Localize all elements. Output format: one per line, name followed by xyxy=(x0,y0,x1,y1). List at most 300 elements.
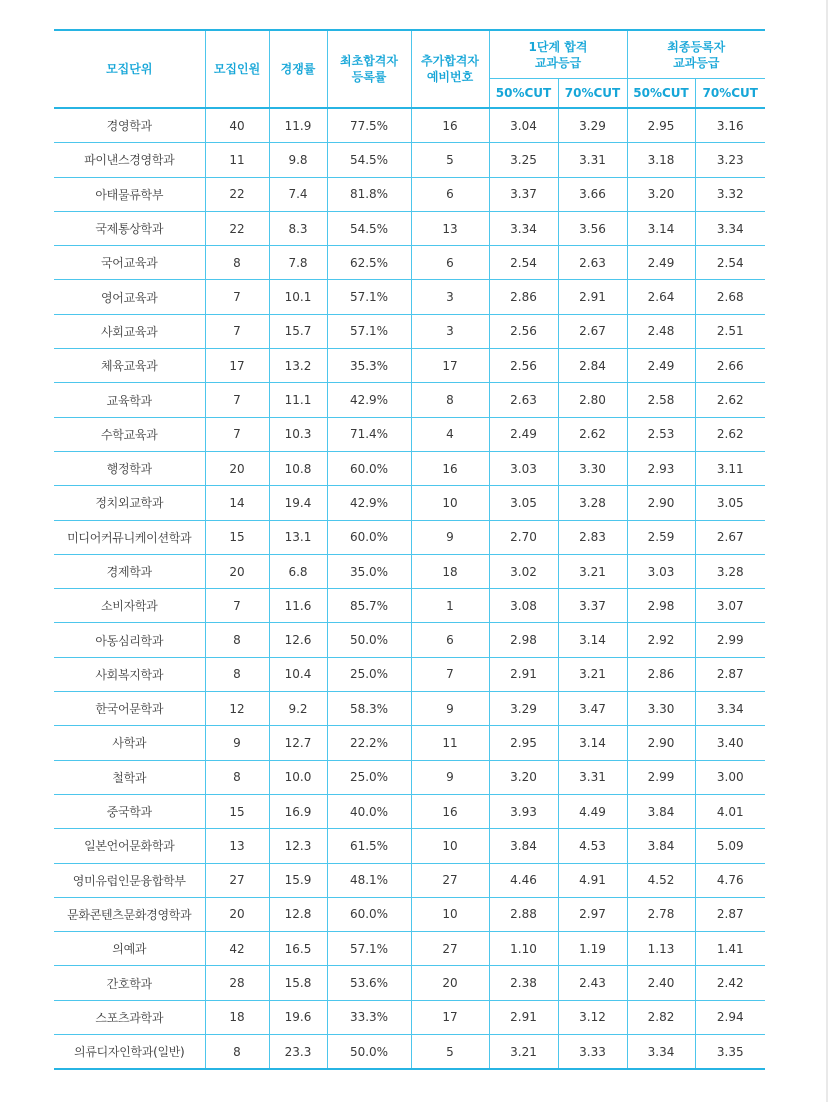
cell-final-cut50: 3.03 xyxy=(627,554,695,588)
cell-stage1-cut70: 3.33 xyxy=(558,1035,627,1070)
cell-initial-registration-rate: 57.1% xyxy=(327,280,411,314)
cell-stage1-cut70: 3.14 xyxy=(558,623,627,657)
cell-final-cut70: 4.01 xyxy=(695,794,765,828)
table-row xyxy=(54,417,765,451)
cell-waitlist-number: 7 xyxy=(411,657,489,691)
table-row xyxy=(54,554,765,588)
cell-final-cut50: 2.49 xyxy=(627,349,695,383)
cell-quota: 7 xyxy=(205,383,269,417)
cell-stage1-cut70: 2.67 xyxy=(558,314,627,348)
cell-initial-registration-rate: 62.5% xyxy=(327,246,411,280)
cell-stage1-cut70: 4.91 xyxy=(558,863,627,897)
cell-waitlist-number: 3 xyxy=(411,314,489,348)
cell-final-cut50: 2.86 xyxy=(627,657,695,691)
cell-stage1-cut70: 3.29 xyxy=(558,108,627,143)
cell-final-cut70: 2.42 xyxy=(695,966,765,1000)
table-row xyxy=(54,623,765,657)
cell-competition: 6.8 xyxy=(269,554,327,588)
cell-quota: 20 xyxy=(205,554,269,588)
cell-initial-registration-rate: 25.0% xyxy=(327,657,411,691)
cell-competition: 19.4 xyxy=(269,486,327,520)
cell-stage1-cut50: 2.91 xyxy=(489,657,558,691)
cell-final-cut50: 3.84 xyxy=(627,794,695,828)
table-row xyxy=(54,451,765,485)
table-row xyxy=(54,211,765,245)
table-row xyxy=(54,794,765,828)
cell-quota: 8 xyxy=(205,1035,269,1070)
header-final-line1: 최종등록자 xyxy=(667,39,726,54)
cell-stage1-cut70: 2.97 xyxy=(558,897,627,931)
cell-unit: 사회교육과 xyxy=(54,314,205,348)
cell-quota: 12 xyxy=(205,692,269,726)
header-final-line2: 교과등급 xyxy=(673,55,720,70)
cell-unit: 간호학과 xyxy=(54,966,205,1000)
cell-stage1-cut70: 4.49 xyxy=(558,794,627,828)
cell-initial-registration-rate: 85.7% xyxy=(327,589,411,623)
cell-competition: 11.9 xyxy=(269,108,327,143)
cell-unit: 아동심리학과 xyxy=(54,623,205,657)
cell-unit: 문화콘텐츠문화경영학과 xyxy=(54,897,205,931)
cell-final-cut70: 3.34 xyxy=(695,692,765,726)
cell-stage1-cut50: 3.29 xyxy=(489,692,558,726)
cell-final-cut70: 3.00 xyxy=(695,760,765,794)
cell-final-cut50: 2.92 xyxy=(627,623,695,657)
cell-final-cut70: 3.35 xyxy=(695,1035,765,1070)
table-row xyxy=(54,177,765,211)
cell-final-cut50: 2.48 xyxy=(627,314,695,348)
cell-waitlist-number: 11 xyxy=(411,726,489,760)
cell-initial-registration-rate: 60.0% xyxy=(327,520,411,554)
cell-competition: 12.3 xyxy=(269,829,327,863)
cell-stage1-cut50: 2.38 xyxy=(489,966,558,1000)
cell-unit: 철학과 xyxy=(54,760,205,794)
cell-competition: 7.4 xyxy=(269,177,327,211)
cell-initial-registration-rate: 57.1% xyxy=(327,314,411,348)
cell-final-cut70: 4.76 xyxy=(695,863,765,897)
cell-unit: 사학과 xyxy=(54,726,205,760)
table-row xyxy=(54,1000,765,1034)
cell-unit: 국어교육과 xyxy=(54,246,205,280)
cell-stage1-cut70: 1.19 xyxy=(558,932,627,966)
cell-final-cut70: 2.87 xyxy=(695,897,765,931)
cell-unit: 영어교육과 xyxy=(54,280,205,314)
cell-waitlist-number: 16 xyxy=(411,451,489,485)
cell-quota: 8 xyxy=(205,246,269,280)
cell-final-cut50: 3.14 xyxy=(627,211,695,245)
cell-competition: 11.6 xyxy=(269,589,327,623)
cell-final-cut50: 2.49 xyxy=(627,246,695,280)
cell-waitlist-number: 20 xyxy=(411,966,489,1000)
cell-initial-registration-rate: 54.5% xyxy=(327,143,411,177)
header-waitlist xyxy=(411,30,489,108)
cell-final-cut50: 3.20 xyxy=(627,177,695,211)
table-row xyxy=(54,486,765,520)
header-initial-registration xyxy=(327,30,411,108)
cell-competition: 10.0 xyxy=(269,760,327,794)
cell-unit: 교육학과 xyxy=(54,383,205,417)
cell-final-cut70: 2.62 xyxy=(695,383,765,417)
cell-waitlist-number: 9 xyxy=(411,692,489,726)
header-stage1-line2: 교과등급 xyxy=(534,55,582,70)
table-row xyxy=(54,520,765,554)
cell-quota: 15 xyxy=(205,794,269,828)
cell-waitlist-number: 3 xyxy=(411,280,489,314)
cell-unit: 의류디자인학과(일반) xyxy=(54,1035,205,1070)
cell-competition: 19.6 xyxy=(269,1000,327,1034)
cell-quota: 9 xyxy=(205,726,269,760)
cell-final-cut50: 3.18 xyxy=(627,143,695,177)
cell-stage1-cut70: 3.12 xyxy=(558,1000,627,1034)
table-row xyxy=(54,143,765,177)
cell-quota: 8 xyxy=(205,760,269,794)
cell-initial-registration-rate: 77.5% xyxy=(327,108,411,143)
cell-initial-registration-rate: 40.0% xyxy=(327,794,411,828)
cell-stage1-cut50: 3.03 xyxy=(489,451,558,485)
table-body xyxy=(54,108,765,1069)
cell-unit: 행정학과 xyxy=(54,451,205,485)
cell-waitlist-number: 17 xyxy=(411,1000,489,1034)
cell-stage1-cut70: 3.21 xyxy=(558,657,627,691)
cell-stage1-cut50: 3.34 xyxy=(489,211,558,245)
cell-waitlist-number: 8 xyxy=(411,383,489,417)
cell-stage1-cut50: 2.63 xyxy=(489,383,558,417)
cell-waitlist-number: 16 xyxy=(411,108,489,143)
cell-final-cut50: 2.98 xyxy=(627,589,695,623)
table-row xyxy=(54,589,765,623)
cell-stage1-cut50: 4.46 xyxy=(489,863,558,897)
cell-initial-registration-rate: 22.2% xyxy=(327,726,411,760)
cell-final-cut70: 3.23 xyxy=(695,143,765,177)
cell-stage1-cut70: 3.31 xyxy=(558,143,627,177)
cell-final-cut70: 2.62 xyxy=(695,417,765,451)
table-row xyxy=(54,108,765,143)
table-row xyxy=(54,246,765,280)
cell-final-cut50: 3.34 xyxy=(627,1035,695,1070)
cell-final-cut50: 2.78 xyxy=(627,897,695,931)
table-row xyxy=(54,897,765,931)
cell-unit: 한국어문학과 xyxy=(54,692,205,726)
cell-unit: 파이낸스경영학과 xyxy=(54,143,205,177)
cell-initial-registration-rate: 58.3% xyxy=(327,692,411,726)
cell-final-cut50: 3.84 xyxy=(627,829,695,863)
cell-stage1-cut50: 2.98 xyxy=(489,623,558,657)
header-waitlist-line1: 추가합격자 xyxy=(421,54,479,68)
header-initial-registration-line1: 최초합격자 xyxy=(340,54,398,68)
cell-stage1-cut50: 3.84 xyxy=(489,829,558,863)
cell-stage1-cut70: 3.14 xyxy=(558,726,627,760)
cell-stage1-cut50: 3.05 xyxy=(489,486,558,520)
cell-unit: 수학교육과 xyxy=(54,417,205,451)
cell-final-cut50: 1.13 xyxy=(627,932,695,966)
cell-stage1-cut70: 2.43 xyxy=(558,966,627,1000)
cell-quota: 18 xyxy=(205,1000,269,1034)
cell-unit: 아태물류학부 xyxy=(54,177,205,211)
cell-final-cut70: 3.16 xyxy=(695,108,765,143)
cell-stage1-cut50: 2.56 xyxy=(489,349,558,383)
cell-final-cut70: 2.87 xyxy=(695,657,765,691)
cell-stage1-cut50: 3.25 xyxy=(489,143,558,177)
cell-unit: 경영학과 xyxy=(54,108,205,143)
cell-competition: 7.8 xyxy=(269,246,327,280)
cell-quota: 40 xyxy=(205,108,269,143)
cell-initial-registration-rate: 25.0% xyxy=(327,760,411,794)
cell-stage1-cut70: 2.84 xyxy=(558,349,627,383)
table-row xyxy=(54,280,765,314)
cell-final-cut70: 3.05 xyxy=(695,486,765,520)
cell-stage1-cut70: 3.37 xyxy=(558,589,627,623)
table-row xyxy=(54,657,765,691)
cell-waitlist-number: 27 xyxy=(411,863,489,897)
cell-unit: 중국학과 xyxy=(54,794,205,828)
cell-stage1-cut50: 2.95 xyxy=(489,726,558,760)
header-stage1-cut70: 70%CUT xyxy=(558,79,627,109)
cell-final-cut70: 2.67 xyxy=(695,520,765,554)
cell-competition: 15.9 xyxy=(269,863,327,897)
cell-quota: 17 xyxy=(205,349,269,383)
cell-final-cut70: 2.51 xyxy=(695,314,765,348)
cell-waitlist-number: 5 xyxy=(411,1035,489,1070)
table-row xyxy=(54,349,765,383)
cell-stage1-cut70: 2.91 xyxy=(558,280,627,314)
table-row xyxy=(54,760,765,794)
cell-final-cut70: 3.07 xyxy=(695,589,765,623)
cell-waitlist-number: 10 xyxy=(411,829,489,863)
cell-initial-registration-rate: 35.0% xyxy=(327,554,411,588)
cell-competition: 8.3 xyxy=(269,211,327,245)
cell-stage1-cut50: 3.08 xyxy=(489,589,558,623)
header-competition-label: 경쟁률 xyxy=(280,62,316,76)
cell-final-cut50: 4.52 xyxy=(627,863,695,897)
table-row xyxy=(54,829,765,863)
cell-stage1-cut70: 3.28 xyxy=(558,486,627,520)
cell-initial-registration-rate: 60.0% xyxy=(327,451,411,485)
cell-final-cut70: 3.28 xyxy=(695,554,765,588)
cell-stage1-cut70: 2.62 xyxy=(558,417,627,451)
cell-quota: 13 xyxy=(205,829,269,863)
cell-competition: 13.2 xyxy=(269,349,327,383)
cell-final-cut70: 5.09 xyxy=(695,829,765,863)
cell-waitlist-number: 13 xyxy=(411,211,489,245)
cell-final-cut70: 2.68 xyxy=(695,280,765,314)
cell-final-cut50: 2.64 xyxy=(627,280,695,314)
header-final-cut50: 50%CUT xyxy=(627,79,695,109)
cell-waitlist-number: 17 xyxy=(411,349,489,383)
header-waitlist-line2: 예비번호 xyxy=(426,70,474,84)
cell-waitlist-number: 6 xyxy=(411,623,489,657)
cell-quota: 20 xyxy=(205,897,269,931)
table-row xyxy=(54,932,765,966)
cell-unit: 경제학과 xyxy=(54,554,205,588)
cell-final-cut70: 3.11 xyxy=(695,451,765,485)
cell-unit: 체육교육과 xyxy=(54,349,205,383)
cell-initial-registration-rate: 54.5% xyxy=(327,211,411,245)
cell-final-cut50: 2.90 xyxy=(627,726,695,760)
cell-stage1-cut50: 3.04 xyxy=(489,108,558,143)
table-row xyxy=(54,863,765,897)
cell-final-cut70: 2.99 xyxy=(695,623,765,657)
cell-waitlist-number: 1 xyxy=(411,589,489,623)
cell-quota: 7 xyxy=(205,314,269,348)
cell-initial-registration-rate: 48.1% xyxy=(327,863,411,897)
cell-quota: 20 xyxy=(205,451,269,485)
cell-stage1-cut50: 3.21 xyxy=(489,1035,558,1070)
cell-final-cut50: 2.53 xyxy=(627,417,695,451)
cell-unit: 일본언어문화학과 xyxy=(54,829,205,863)
cell-final-cut50: 2.59 xyxy=(627,520,695,554)
cell-final-cut50: 2.40 xyxy=(627,966,695,1000)
cell-stage1-cut70: 2.63 xyxy=(558,246,627,280)
cell-waitlist-number: 5 xyxy=(411,143,489,177)
cell-stage1-cut70: 2.80 xyxy=(558,383,627,417)
cell-waitlist-number: 16 xyxy=(411,794,489,828)
cell-quota: 28 xyxy=(205,966,269,1000)
cell-initial-registration-rate: 71.4% xyxy=(327,417,411,451)
cell-final-cut50: 2.82 xyxy=(627,1000,695,1034)
cell-stage1-cut50: 3.37 xyxy=(489,177,558,211)
cell-unit: 소비자학과 xyxy=(54,589,205,623)
cell-initial-registration-rate: 60.0% xyxy=(327,897,411,931)
cell-competition: 10.8 xyxy=(269,451,327,485)
cell-competition: 12.6 xyxy=(269,623,327,657)
table-row xyxy=(54,314,765,348)
cell-waitlist-number: 6 xyxy=(411,246,489,280)
cell-final-cut50: 2.99 xyxy=(627,760,695,794)
cell-competition: 13.1 xyxy=(269,520,327,554)
cell-waitlist-number: 18 xyxy=(411,554,489,588)
cell-initial-registration-rate: 35.3% xyxy=(327,349,411,383)
cell-final-cut70: 3.40 xyxy=(695,726,765,760)
cell-waitlist-number: 9 xyxy=(411,760,489,794)
admission-results-table xyxy=(54,29,765,1070)
cell-final-cut70: 3.32 xyxy=(695,177,765,211)
table-row xyxy=(54,383,765,417)
header-stage1-cut50: 50%CUT xyxy=(489,79,558,109)
cell-final-cut50: 2.95 xyxy=(627,108,695,143)
cell-final-cut70: 2.94 xyxy=(695,1000,765,1034)
cell-stage1-cut50: 2.86 xyxy=(489,280,558,314)
cell-unit: 의예과 xyxy=(54,932,205,966)
header-final-grade xyxy=(627,30,765,79)
header-unit xyxy=(54,30,205,108)
cell-competition: 11.1 xyxy=(269,383,327,417)
cell-final-cut70: 2.54 xyxy=(695,246,765,280)
cell-stage1-cut50: 3.20 xyxy=(489,760,558,794)
header-unit-label: 모집단위 xyxy=(106,62,153,76)
cell-waitlist-number: 27 xyxy=(411,932,489,966)
header-final-cut70: 70%CUT xyxy=(695,79,765,109)
cell-quota: 8 xyxy=(205,623,269,657)
cell-quota: 27 xyxy=(205,863,269,897)
header-competition xyxy=(269,30,327,108)
cell-competition: 10.4 xyxy=(269,657,327,691)
cell-final-cut50: 2.58 xyxy=(627,383,695,417)
cell-stage1-cut70: 2.83 xyxy=(558,520,627,554)
cell-competition: 15.7 xyxy=(269,314,327,348)
cell-waitlist-number: 10 xyxy=(411,897,489,931)
cell-initial-registration-rate: 57.1% xyxy=(327,932,411,966)
cell-quota: 8 xyxy=(205,657,269,691)
cell-quota: 7 xyxy=(205,417,269,451)
cell-quota: 22 xyxy=(205,177,269,211)
cell-final-cut50: 3.30 xyxy=(627,692,695,726)
cell-waitlist-number: 10 xyxy=(411,486,489,520)
cell-competition: 9.8 xyxy=(269,143,327,177)
cell-stage1-cut70: 3.47 xyxy=(558,692,627,726)
cell-final-cut50: 2.90 xyxy=(627,486,695,520)
header-stage1-grade xyxy=(489,30,627,79)
cell-initial-registration-rate: 50.0% xyxy=(327,1035,411,1070)
cell-unit: 영미유럽인문융합학부 xyxy=(54,863,205,897)
cell-competition: 12.7 xyxy=(269,726,327,760)
cell-competition: 9.2 xyxy=(269,692,327,726)
cell-unit: 국제통상학과 xyxy=(54,211,205,245)
cell-competition: 23.3 xyxy=(269,1035,327,1070)
cell-initial-registration-rate: 42.9% xyxy=(327,383,411,417)
cell-stage1-cut70: 3.21 xyxy=(558,554,627,588)
cell-waitlist-number: 6 xyxy=(411,177,489,211)
cell-quota: 11 xyxy=(205,143,269,177)
cell-stage1-cut70: 3.56 xyxy=(558,211,627,245)
cell-final-cut50: 2.93 xyxy=(627,451,695,485)
cell-competition: 15.8 xyxy=(269,966,327,1000)
cell-stage1-cut50: 3.02 xyxy=(489,554,558,588)
cell-final-cut70: 1.41 xyxy=(695,932,765,966)
cell-quota: 15 xyxy=(205,520,269,554)
header-quota xyxy=(205,30,269,108)
cell-quota: 22 xyxy=(205,211,269,245)
cell-initial-registration-rate: 50.0% xyxy=(327,623,411,657)
cell-stage1-cut50: 1.10 xyxy=(489,932,558,966)
cell-stage1-cut70: 3.31 xyxy=(558,760,627,794)
header-initial-registration-line2: 등록률 xyxy=(351,70,387,84)
cell-competition: 16.5 xyxy=(269,932,327,966)
cell-initial-registration-rate: 33.3% xyxy=(327,1000,411,1034)
cell-stage1-cut50: 2.91 xyxy=(489,1000,558,1034)
cell-unit: 미디어커뮤니케이션학과 xyxy=(54,520,205,554)
cell-initial-registration-rate: 61.5% xyxy=(327,829,411,863)
cell-stage1-cut50: 3.93 xyxy=(489,794,558,828)
table-row xyxy=(54,692,765,726)
cell-waitlist-number: 4 xyxy=(411,417,489,451)
cell-quota: 7 xyxy=(205,280,269,314)
cell-stage1-cut70: 3.30 xyxy=(558,451,627,485)
cell-stage1-cut50: 2.49 xyxy=(489,417,558,451)
cell-quota: 7 xyxy=(205,589,269,623)
cell-stage1-cut50: 2.56 xyxy=(489,314,558,348)
header-stage1-line1: 1단계 합격 xyxy=(528,39,588,54)
cell-stage1-cut70: 3.66 xyxy=(558,177,627,211)
header-quota-label: 모집인원 xyxy=(213,62,261,76)
cell-competition: 10.3 xyxy=(269,417,327,451)
cell-initial-registration-rate: 53.6% xyxy=(327,966,411,1000)
cell-quota: 14 xyxy=(205,486,269,520)
cell-initial-registration-rate: 81.8% xyxy=(327,177,411,211)
cell-stage1-cut70: 4.53 xyxy=(558,829,627,863)
cell-quota: 42 xyxy=(205,932,269,966)
cell-stage1-cut50: 2.88 xyxy=(489,897,558,931)
cell-unit: 정치외교학과 xyxy=(54,486,205,520)
cell-waitlist-number: 9 xyxy=(411,520,489,554)
table-row xyxy=(54,726,765,760)
cell-competition: 10.1 xyxy=(269,280,327,314)
cell-final-cut70: 2.66 xyxy=(695,349,765,383)
cell-unit: 스포츠과학과 xyxy=(54,1000,205,1034)
cell-stage1-cut50: 2.70 xyxy=(489,520,558,554)
cell-stage1-cut50: 2.54 xyxy=(489,246,558,280)
cell-unit: 사회복지학과 xyxy=(54,657,205,691)
cell-initial-registration-rate: 42.9% xyxy=(327,486,411,520)
cell-competition: 16.9 xyxy=(269,794,327,828)
